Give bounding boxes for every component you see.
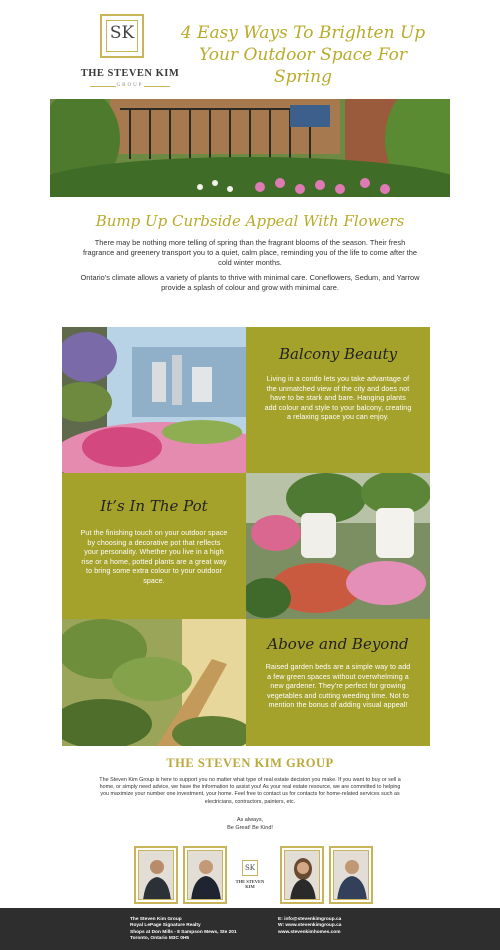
- footer-bar: [0, 908, 500, 950]
- footer-logo: [232, 860, 268, 890]
- sign-off-line-1: As always,: [236, 817, 264, 823]
- footer-contact: [278, 917, 341, 936]
- sign-off-line-2: Be Great! Be Kind!: [227, 825, 273, 831]
- intro-heading: Bump Up Curbside Appeal With Flowers: [95, 212, 405, 230]
- logo-group: GROUP: [116, 83, 144, 88]
- garden-bed-title: Above and Beyond: [267, 635, 409, 653]
- team-portrait-3: [280, 846, 324, 904]
- mini-logo-monogram: SK: [242, 860, 258, 876]
- garden-bed-photo: [62, 619, 246, 765]
- group-title: THE STEVEN KIM GROUP: [166, 756, 334, 770]
- footer-address-line: Toronto, Ontario M3C 0H5: [130, 936, 190, 942]
- garden-bed-text: Raised garden beds are a simple way to add a few green spaces without overwhelming a new gardener. They’re perfect for growing vegetables and cutting weeding time. Not to mention the bonus of adding visual appeal!: [265, 663, 411, 710]
- pot-photo: [246, 473, 430, 619]
- balcony-photo: [62, 327, 246, 473]
- footer-address-line: The Steven Kim Group: [130, 917, 182, 922]
- pot-text: Put the finishing touch on your outdoor space by choosing a decorative pot that reflects your personality. Whether you live in a high rise or a home, potted plants are a great way to bring some extra colour to your outdoor space.: [80, 529, 228, 585]
- balcony-title: Balcony Beauty: [278, 345, 398, 363]
- group-description: The Steven Kim Group is here to support you no matter what type of real estate decision you make. If you want to buy or sell a home, or simply need advice, we have the information to assist you! As your real estate resource, we are committed to helping you maximize your number one investment, your home. Feel free to contact us for contacts for home-related services such as electricians, contractors, painters, etc.: [99, 777, 401, 805]
- pot-title: It’s In The Pot: [100, 497, 208, 515]
- mini-logo-name: THE STEVEN KIM: [235, 879, 265, 889]
- logo-rule-right: [144, 86, 170, 87]
- logo-monogram: SK: [109, 23, 135, 43]
- team-portrait-2: [183, 846, 227, 904]
- footer-address-line: Royal LePage Signature Realty: [130, 923, 201, 929]
- balcony-text: Living in a condo lets you take advantage of the unmatched view of the city and does not have to be stark and bare. Hanging plants add colour and style to your balcony, creating a relaxing space you can enjoy.: [264, 375, 412, 422]
- logo-name: THE STEVEN KIM: [80, 68, 180, 79]
- hero-garden-image: [50, 99, 450, 197]
- balcony-section: [246, 327, 430, 473]
- footer-address: [130, 917, 237, 943]
- page-title: 4 Easy Ways To Brighten Up Your Outdoor Space For Spring: [180, 23, 426, 87]
- footer-website[interactable]: W: www.stevenkimgroup.ca: [278, 923, 342, 929]
- team-portrait-1: [134, 846, 178, 904]
- intro-paragraph-1: There may be nothing more telling of spring than the fragrant blooms of the season. Their fresh fragrance and greenery transport you to a quiet, calm place, reminding you of the life to come after the cold winter months.: [83, 238, 417, 267]
- garden-bed-section: [246, 619, 430, 746]
- footer-website-2[interactable]: www.stevenkimhomes.com: [278, 929, 341, 935]
- pot-section: [62, 473, 246, 619]
- team-portrait-4: [329, 846, 373, 904]
- intro-paragraph-2: Ontario’s climate allows a variety of plants to thrive with minimal care. Coneflowers, Sedum, and Yarrow provide a splash of colour and grow with minimal care.: [80, 273, 420, 292]
- brand-logo: [80, 14, 180, 96]
- footer-address-line: Shops at Don Mills - 8 Sampson Mews, Ste 201: [130, 929, 237, 935]
- footer-email[interactable]: E: info@stevenkimgroup.ca: [278, 917, 342, 922]
